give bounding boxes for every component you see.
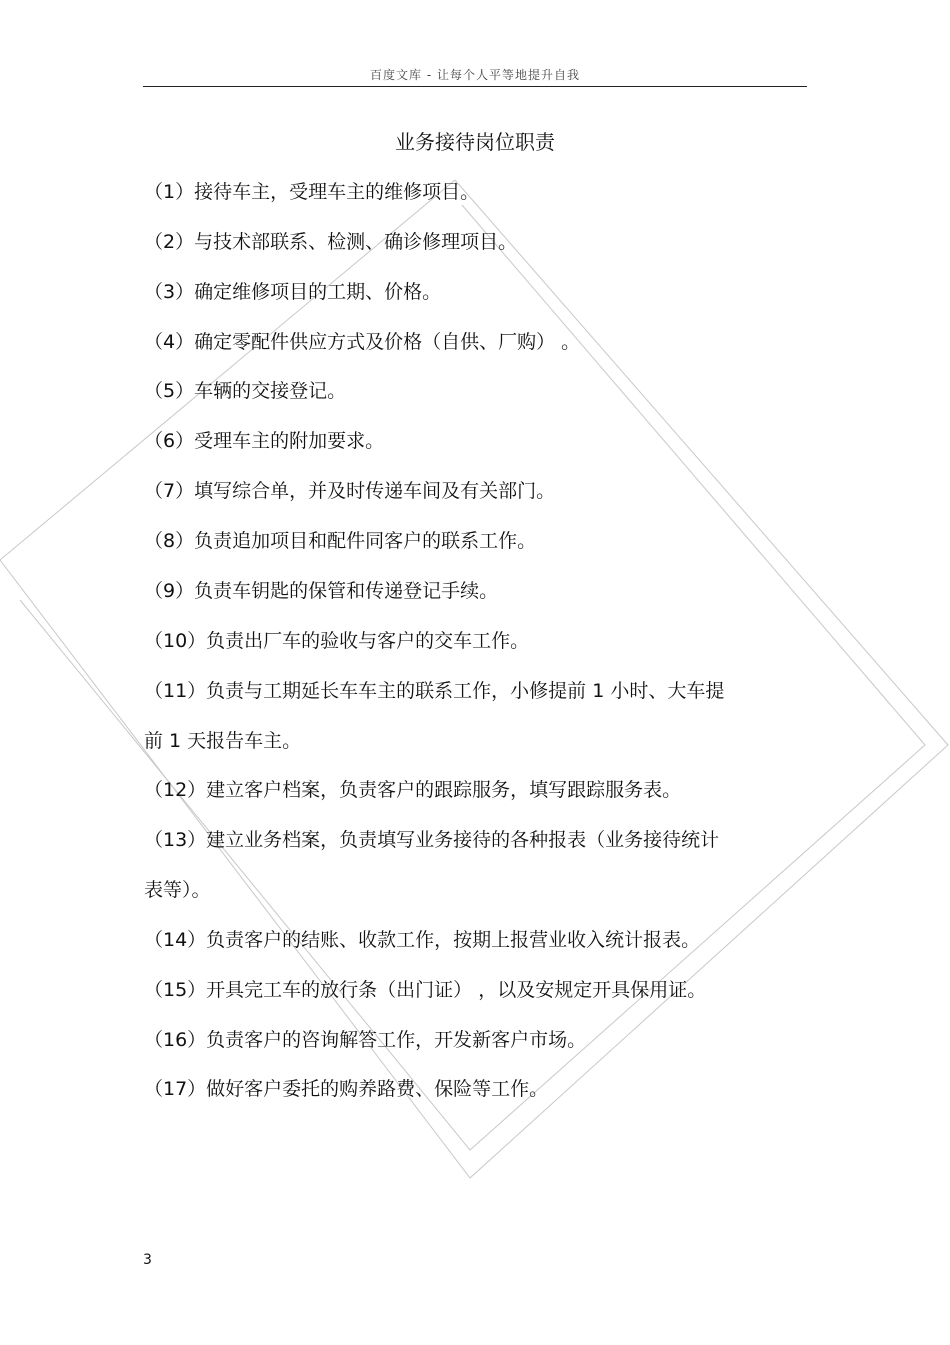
duty-item-14: （14）负责客户的结账、收款工作，按期上报营业收入统计报表。: [144, 929, 701, 951]
duty-item-12: （12）建立客户档案，负责客户的跟踪服务，填写跟踪服务表。: [144, 779, 682, 801]
duty-item-11: （11）负责与工期延长车车主的联系工作，小修提前 1 小时、大车提: [144, 680, 725, 702]
duty-item-15: （15）开具完工车的放行条（出门证） ，以及安规定开具保用证。: [144, 979, 707, 1001]
duty-item-6: （6）受理车主的附加要求。: [144, 430, 385, 452]
duty-item-9: （9）负责车钥匙的保管和传递登记手续。: [144, 580, 499, 602]
page-header: 百度文库 - 让每个人平等地提升自我: [370, 68, 580, 82]
duty-item-17: （17）做好客户委托的购养路费、保险等工作。: [144, 1078, 549, 1100]
duty-item-1: （1）接待车主，受理车主的维修项目。: [144, 181, 480, 203]
duty-item-2: （2）与技术部联系、检测、确诊修理项目。: [144, 231, 518, 253]
duty-item-10: （10）负责出厂车的验收与客户的交车工作。: [144, 630, 530, 652]
duty-item-3: （3）确定维修项目的工期、价格。: [144, 281, 442, 303]
duty-item-7: （7）填写综合单，并及时传递车间及有关部门。: [144, 480, 556, 502]
header-divider: [143, 86, 807, 87]
page-number: 3: [143, 1252, 152, 1268]
duty-item-8: （8）负责追加项目和配件同客户的联系工作。: [144, 530, 537, 552]
duty-item-16: （16）负责客户的咨询解答工作，开发新客户市场。: [144, 1029, 587, 1051]
duty-item-11-continued: 前 1 天报告车主。: [144, 730, 302, 752]
duty-item-13: （13）建立业务档案，负责填写业务接待的各种报表（业务接待统计: [144, 829, 720, 851]
document-title: 业务接待岗位职责: [395, 130, 555, 154]
duty-item-5: （5）车辆的交接登记。: [144, 380, 347, 402]
duty-item-13-continued: 表等）。: [144, 879, 211, 901]
duty-item-4: （4）确定零配件供应方式及价格（自供、厂购） 。: [144, 331, 581, 353]
